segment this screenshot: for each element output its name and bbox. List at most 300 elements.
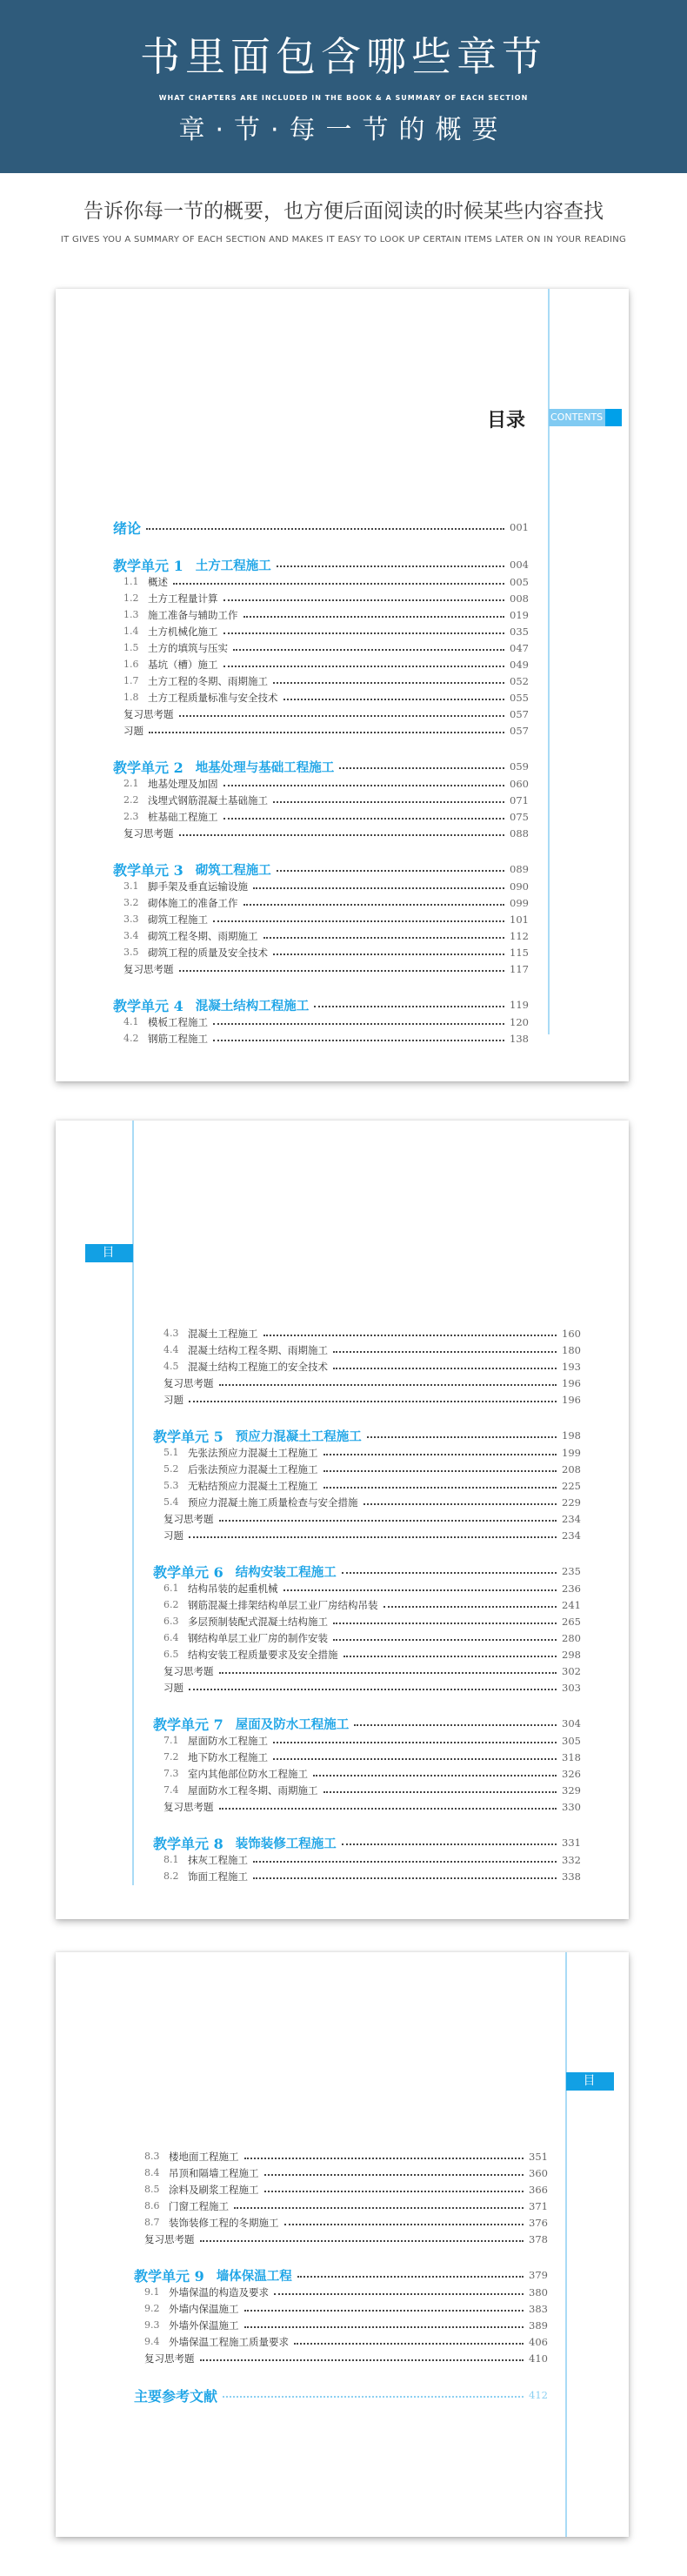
- toc-section-row[interactable]: [113, 927, 529, 944]
- dot-leader: [323, 1454, 557, 1455]
- toc-section-row[interactable]: [153, 1646, 581, 1663]
- header-banner: [0, 0, 687, 173]
- section-title: 外墙外保温施工: [169, 2318, 239, 2332]
- section-title: 脚手架及垂直运输设施: [148, 880, 248, 893]
- toc-unit-row[interactable]: [113, 758, 529, 775]
- dot-leader: [219, 1672, 557, 1674]
- page-number: 198: [562, 1429, 581, 1442]
- section-title: 土方工程量计算: [148, 592, 218, 605]
- page-number: 119: [510, 999, 529, 1011]
- toc-section-row[interactable]: [113, 672, 529, 689]
- page-number: 234: [562, 1512, 581, 1525]
- page-number: 304: [562, 1717, 581, 1730]
- misc-title: 习题: [123, 724, 143, 737]
- toc-misc-row[interactable]: [153, 1663, 581, 1679]
- page-number: 280: [562, 1631, 581, 1644]
- unit-number: 教学单元 4: [113, 997, 183, 1014]
- page-number: 180: [562, 1343, 581, 1356]
- dot-leader: [213, 1023, 504, 1025]
- toc-misc-row[interactable]: [153, 1527, 581, 1543]
- dot-leader: [277, 870, 504, 872]
- toc-section-row[interactable]: [113, 1030, 529, 1047]
- section-title: 钢筋工程施工: [148, 1032, 208, 1045]
- page-number: 360: [529, 2166, 548, 2179]
- toc-unit-row[interactable]: [113, 860, 529, 878]
- toc-section-row[interactable]: [134, 2165, 548, 2181]
- section-number: 9.4: [144, 2336, 160, 2347]
- page-number: 117: [510, 962, 529, 975]
- unit-number: 教学单元 7: [153, 1716, 223, 1733]
- page-number: 120: [510, 1015, 529, 1028]
- dot-leader: [342, 1843, 557, 1845]
- dot-leader: [223, 818, 505, 820]
- dot-leader: [219, 1520, 557, 1522]
- page-number: 019: [510, 608, 529, 621]
- toc-unit-row[interactable]: [153, 1715, 581, 1732]
- page-number: 366: [529, 2183, 548, 2196]
- toc-section-row[interactable]: [153, 1749, 581, 1765]
- dot-leader: [213, 920, 504, 922]
- section-title: 饰面工程施工: [188, 1870, 248, 1883]
- dot-leader: [173, 583, 504, 585]
- section-number: 2.1: [123, 778, 139, 789]
- page-number: 047: [510, 641, 529, 654]
- page-number: 330: [562, 1800, 581, 1813]
- page-number: 057: [510, 724, 529, 737]
- section-number: 4.5: [163, 1361, 179, 1372]
- dot-leader: [219, 1808, 557, 1810]
- dot-leader: [323, 1470, 557, 1472]
- toc-section-row[interactable]: [153, 1868, 581, 1884]
- page-number: 196: [562, 1393, 581, 1406]
- page-number: 412: [529, 2389, 548, 2401]
- dot-leader: [367, 1436, 557, 1438]
- dot-leader: [354, 1724, 557, 1726]
- dot-leader: [179, 715, 505, 717]
- toc-section-row[interactable]: [153, 1782, 581, 1798]
- margin-line: [132, 1121, 134, 1885]
- section-number: 7.2: [163, 1751, 179, 1763]
- dot-leader: [333, 1623, 557, 1624]
- page-number: 338: [562, 1870, 581, 1883]
- unit-number: 教学单元 8: [153, 1835, 223, 1852]
- section-number: 1.7: [123, 675, 139, 686]
- section-number: 8.7: [144, 2217, 160, 2228]
- dot-leader: [273, 953, 504, 955]
- section-number: 6.5: [163, 1649, 179, 1660]
- dot-leader: [273, 682, 504, 684]
- toc-unit-row[interactable]: [153, 1834, 581, 1851]
- toc-unit-row[interactable]: [134, 2266, 548, 2284]
- toc-section-row[interactable]: [113, 894, 529, 911]
- dot-leader: [333, 1639, 557, 1641]
- toc-section-row[interactable]: [153, 1342, 581, 1358]
- unit-title: 土方工程施工: [195, 558, 271, 573]
- page-number: 380: [529, 2285, 548, 2298]
- section-title: 装饰装修工程的冬期施工: [169, 2216, 279, 2229]
- section-number: 3.4: [123, 930, 139, 941]
- toc-section-row[interactable]: [134, 2317, 548, 2333]
- toc-misc-row[interactable]: [134, 2350, 548, 2366]
- dot-leader: [223, 666, 505, 667]
- page-number: 376: [529, 2216, 548, 2229]
- dot-leader: [384, 1606, 557, 1608]
- section-title: 混凝土结构工程冬期、雨期施工: [188, 1343, 328, 1356]
- misc-title: 习题: [163, 1681, 183, 1694]
- toc-section-row[interactable]: [153, 1477, 581, 1494]
- misc-title: 习题: [163, 1393, 183, 1406]
- toc-misc-row[interactable]: [113, 722, 529, 739]
- toc-misc-row[interactable]: [153, 1391, 581, 1408]
- unit-number: 教学单元 6: [153, 1563, 223, 1581]
- toc-section-row[interactable]: [153, 1461, 581, 1477]
- section-title: 混凝土工程施工: [188, 1327, 258, 1340]
- section-title: 模板工程施工: [148, 1015, 208, 1028]
- toc-misc-row[interactable]: [113, 706, 529, 722]
- page-number: 332: [562, 1853, 581, 1866]
- section-number: 8.3: [144, 2151, 160, 2162]
- unit-number: 教学单元 9: [134, 2267, 204, 2285]
- section-title: 地基处理及加固: [148, 777, 218, 790]
- banner-title: 书里面包含哪些章节: [140, 33, 547, 80]
- section-title: 砌体施工的准备工作: [148, 896, 238, 909]
- section-number: 1.6: [123, 659, 139, 670]
- unit-title: 屋面及防水工程施工: [235, 1716, 350, 1732]
- misc-title: 复习思考题: [123, 707, 174, 720]
- page-number: 052: [510, 674, 529, 687]
- dot-leader: [333, 1351, 557, 1353]
- section-title: 浅埋式钢筋混凝土基础施工: [148, 793, 268, 806]
- toc-section-row[interactable]: [134, 2148, 548, 2165]
- toc-section-row[interactable]: [113, 1014, 529, 1030]
- toc-misc-row[interactable]: [113, 825, 529, 841]
- page-number: 225: [562, 1479, 581, 1492]
- dot-leader: [223, 599, 505, 601]
- page-number: 001: [510, 521, 529, 533]
- toc-misc-row[interactable]: [153, 1375, 581, 1391]
- dot-leader: [273, 1758, 557, 1760]
- page-number: 060: [510, 777, 529, 790]
- unit-title: 装饰装修工程施工: [235, 1836, 337, 1851]
- margin-line: [565, 1952, 567, 2537]
- toc-section-row[interactable]: [113, 639, 529, 656]
- page-number: 055: [510, 691, 529, 704]
- section-number: 4.2: [123, 1033, 139, 1044]
- section-number: 6.3: [163, 1616, 179, 1627]
- toc-section-row[interactable]: [134, 2333, 548, 2350]
- page-number: 389: [529, 2318, 548, 2332]
- toc-section-row[interactable]: [153, 1444, 581, 1461]
- dot-leader: [234, 2207, 524, 2209]
- dot-leader: [243, 616, 505, 618]
- dot-leader: [264, 2191, 524, 2192]
- page-number: 378: [529, 2232, 548, 2245]
- page-number: 088: [510, 826, 529, 840]
- toc-section-row[interactable]: [113, 623, 529, 639]
- dot-leader: [342, 1572, 557, 1574]
- toc-section-row[interactable]: [134, 2181, 548, 2198]
- page-number: 331: [562, 1837, 581, 1849]
- section-title: 无粘结预应力混凝土工程施工: [188, 1479, 318, 1492]
- dot-leader: [283, 1589, 557, 1591]
- page-number: 410: [529, 2352, 548, 2365]
- dot-leader: [179, 834, 505, 836]
- page-number: 383: [529, 2302, 548, 2315]
- toc-section-row[interactable]: [153, 1629, 581, 1646]
- front-title: 绪论: [113, 519, 142, 537]
- toc-misc-row[interactable]: [113, 960, 529, 977]
- toc-section-row[interactable]: [153, 1494, 581, 1510]
- misc-title: 复习思考题: [144, 2232, 195, 2245]
- toc-heading: 目录: [487, 409, 526, 432]
- page-number: 241: [562, 1598, 581, 1611]
- section-number: 7.4: [163, 1784, 179, 1796]
- toc-section-row[interactable]: [153, 1765, 581, 1782]
- misc-title: 复习思考题: [163, 1664, 214, 1677]
- section-title: 砌筑工程冬期、雨期施工: [148, 929, 258, 942]
- page-number: 008: [510, 592, 529, 605]
- front-title: 主要参考文献: [134, 2387, 218, 2405]
- toc-section-row[interactable]: [153, 1851, 581, 1868]
- section-title: 土方机械化施工: [148, 625, 218, 638]
- section-title: 后张法预应力混凝土工程施工: [188, 1462, 318, 1475]
- page-number: 303: [562, 1681, 581, 1694]
- page-number: 199: [562, 1446, 581, 1459]
- toc-section-row[interactable]: [153, 1613, 581, 1629]
- toc-section-row[interactable]: [113, 689, 529, 706]
- page-number: 229: [562, 1495, 581, 1509]
- toc-misc-row[interactable]: [153, 1798, 581, 1815]
- page-number: 138: [510, 1032, 529, 1045]
- page-number: 089: [510, 863, 529, 875]
- toc-section-row[interactable]: [113, 656, 529, 672]
- page-number: 302: [562, 1664, 581, 1677]
- toc-section-row[interactable]: [134, 2300, 548, 2317]
- section-number: 6.1: [163, 1582, 179, 1594]
- page-number: 193: [562, 1360, 581, 1373]
- toc-misc-row[interactable]: [153, 1510, 581, 1527]
- page-number: 351: [529, 2150, 548, 2163]
- section-title: 先张法预应力混凝土工程施工: [188, 1446, 318, 1459]
- section-number: 9.3: [144, 2319, 160, 2331]
- dot-leader: [233, 649, 504, 651]
- toc-misc-row[interactable]: [153, 1679, 581, 1696]
- dot-leader: [344, 1656, 557, 1657]
- section-number: 1.3: [123, 609, 139, 620]
- section-title: 吊顶和隔墙工程施工: [169, 2166, 259, 2179]
- toc-misc-row[interactable]: [134, 2231, 548, 2247]
- toc-section-row[interactable]: [113, 944, 529, 960]
- section-number: 9.2: [144, 2303, 160, 2314]
- intro-text: 告诉你每一节的概要，也方便后面阅读的时候某些内容查找: [83, 200, 604, 223]
- dot-leader: [189, 1689, 557, 1690]
- section-number: 8.5: [144, 2184, 160, 2195]
- unit-title: 混凝土结构工程施工: [195, 998, 310, 1014]
- toc-section-row[interactable]: [113, 606, 529, 623]
- toc-section-row[interactable]: [113, 808, 529, 825]
- toc-page-2: [56, 1121, 629, 1919]
- toc-section-row[interactable]: [113, 911, 529, 927]
- toc-section-row[interactable]: [113, 775, 529, 792]
- banner-title-en: WHAT CHAPTERS ARE INCLUDED IN THE BOOK & A SUMMARY OF EACH SECTION: [158, 94, 529, 102]
- toc-section-row[interactable]: [134, 2214, 548, 2231]
- dot-leader: [263, 937, 505, 939]
- section-title: 砌筑工程的质量及安全技术: [148, 946, 268, 959]
- dot-leader: [263, 1335, 557, 1336]
- dot-leader: [223, 785, 505, 786]
- section-title: 地下防水工程施工: [188, 1750, 268, 1763]
- section-title: 概述: [148, 575, 168, 588]
- toc-unit-row[interactable]: [113, 556, 529, 573]
- misc-title: 复习思考题: [163, 1512, 214, 1525]
- toc-list: [113, 518, 529, 1047]
- misc-title: 习题: [163, 1529, 183, 1542]
- page-number: 196: [562, 1376, 581, 1389]
- section-number: 4.3: [163, 1328, 179, 1339]
- page-number: 004: [510, 559, 529, 571]
- intro-text-en: IT GIVES YOU A SUMMARY OF EACH SECTION AND MAKES IT EASY TO LOOK UP CERTAIN ITEMS LATER ON IN YOUR READING: [60, 235, 627, 244]
- section-number: 6.2: [163, 1599, 179, 1610]
- dot-leader: [273, 1742, 557, 1743]
- toc-list: [134, 2148, 548, 2405]
- toc-section-row[interactable]: [113, 573, 529, 590]
- misc-title: 复习思考题: [163, 1376, 214, 1389]
- section-number: 7.1: [163, 1735, 179, 1746]
- page-number: 115: [510, 946, 529, 959]
- dot-leader: [243, 904, 505, 906]
- toc-section-row[interactable]: [134, 2284, 548, 2300]
- dot-leader: [314, 1006, 504, 1007]
- toc-section-row[interactable]: [113, 590, 529, 606]
- dot-leader: [364, 1503, 557, 1505]
- toc-unit-row[interactable]: [153, 1562, 581, 1580]
- misc-title: 复习思考题: [123, 962, 174, 975]
- section-number: 3.2: [123, 897, 139, 908]
- contents-tag-label: CONTENTS: [549, 409, 605, 426]
- dot-leader: [244, 2158, 524, 2159]
- toc-front-row[interactable]: [113, 518, 529, 537]
- margin-line: [548, 289, 550, 1034]
- section-title: 室内其他部位防水工程施工: [188, 1767, 308, 1780]
- dot-leader: [277, 565, 504, 567]
- dot-leader: [223, 2396, 524, 2398]
- toc-section-row[interactable]: [134, 2198, 548, 2214]
- page-number: 101: [510, 913, 529, 926]
- toc-section-row[interactable]: [153, 1580, 581, 1596]
- unit-number: 教学单元 2: [113, 759, 183, 776]
- section-number: 6.4: [163, 1632, 179, 1643]
- section-title: 外墙内保温施工: [169, 2302, 239, 2315]
- page-number: 160: [562, 1327, 581, 1340]
- section-title: 外墙保温工程施工质量要求: [169, 2335, 289, 2348]
- page-number: 071: [510, 793, 529, 806]
- toc-section-row[interactable]: [153, 1325, 581, 1342]
- section-title: 土方工程质量标准与安全技术: [148, 691, 278, 704]
- page-number: 371: [529, 2199, 548, 2212]
- dot-leader: [339, 767, 504, 769]
- dot-leader: [333, 1368, 557, 1369]
- unit-title: 地基处理与基础工程施工: [195, 759, 335, 775]
- section-title: 土方工程的冬期、雨期施工: [148, 674, 268, 687]
- section-title: 预应力混凝土施工质量检查与安全措施: [188, 1495, 358, 1509]
- dot-leader: [313, 1775, 557, 1776]
- dot-leader: [189, 1401, 557, 1402]
- section-title: 多层预制装配式混凝土结构施工: [188, 1615, 328, 1628]
- page-number: 235: [562, 1565, 581, 1577]
- misc-title: 复习思考题: [123, 826, 174, 840]
- dot-leader: [146, 528, 504, 530]
- page-number: 234: [562, 1529, 581, 1542]
- page-number: 057: [510, 707, 529, 720]
- section-title: 结构吊装的起重机械: [188, 1582, 278, 1595]
- misc-title: 复习思考题: [144, 2352, 195, 2365]
- toc-side-tag: 目录: [85, 1244, 133, 1262]
- section-title: 楼地面工程施工: [169, 2150, 239, 2163]
- page-number: 265: [562, 1615, 581, 1628]
- section-number: 5.4: [163, 1496, 179, 1508]
- section-title: 屋面防水工程冬期、雨期施工: [188, 1783, 318, 1797]
- page-number: 049: [510, 658, 529, 671]
- toc-front-row[interactable]: [134, 2385, 548, 2405]
- dot-leader: [244, 2326, 524, 2328]
- toc-section-row[interactable]: [153, 1358, 581, 1375]
- page-number: 075: [510, 810, 529, 823]
- toc-section-row[interactable]: [153, 1732, 581, 1749]
- dot-leader: [213, 1040, 504, 1041]
- section-title: 土方的填筑与压实: [148, 641, 228, 654]
- dot-leader: [274, 2293, 524, 2295]
- toc-page-3: [56, 1952, 629, 2537]
- dot-leader: [323, 1487, 557, 1489]
- section-title: 门窗工程施工: [169, 2199, 229, 2212]
- page-number: 318: [562, 1750, 581, 1763]
- dot-leader: [189, 1536, 557, 1538]
- section-number: 5.3: [163, 1480, 179, 1491]
- section-number: 2.3: [123, 811, 139, 822]
- dot-leader: [253, 1861, 557, 1863]
- unit-number: 教学单元 3: [113, 861, 183, 879]
- section-title: 抹灰工程施工: [188, 1853, 248, 1866]
- dot-leader: [264, 2174, 524, 2176]
- unit-title: 预应力混凝土工程施工: [235, 1429, 362, 1444]
- page-number: 329: [562, 1783, 581, 1797]
- dot-leader: [283, 699, 505, 700]
- toc-section-row[interactable]: [113, 878, 529, 894]
- page-number: 326: [562, 1767, 581, 1780]
- toc-section-row[interactable]: [113, 792, 529, 808]
- dot-leader: [179, 970, 505, 972]
- toc-section-row[interactable]: [153, 1596, 581, 1613]
- dot-leader: [273, 801, 504, 803]
- page-number: 005: [510, 575, 529, 588]
- page-number: 379: [529, 2269, 548, 2281]
- section-number: 3.3: [123, 913, 139, 925]
- toc-side-tag: 目录: [566, 2072, 614, 2091]
- toc-unit-row[interactable]: [113, 996, 529, 1014]
- section-title: 混凝土结构工程施工的安全技术: [188, 1360, 328, 1373]
- section-title: 钢筋混凝土排架结构单层工业厂房结构吊装: [188, 1598, 378, 1611]
- section-title: 施工准备与辅助工作: [148, 608, 238, 621]
- section-number: 4.1: [123, 1016, 139, 1027]
- section-title: 外墙保温的构造及要求: [169, 2285, 269, 2298]
- unit-title: 墙体保温工程: [216, 2268, 292, 2284]
- dot-leader: [323, 1791, 557, 1793]
- misc-title: 复习思考题: [163, 1800, 214, 1813]
- toc-list: [153, 1325, 581, 1884]
- toc-unit-row[interactable]: [153, 1427, 581, 1444]
- section-title: 砌筑工程施工: [148, 913, 208, 926]
- page-number: 236: [562, 1582, 581, 1595]
